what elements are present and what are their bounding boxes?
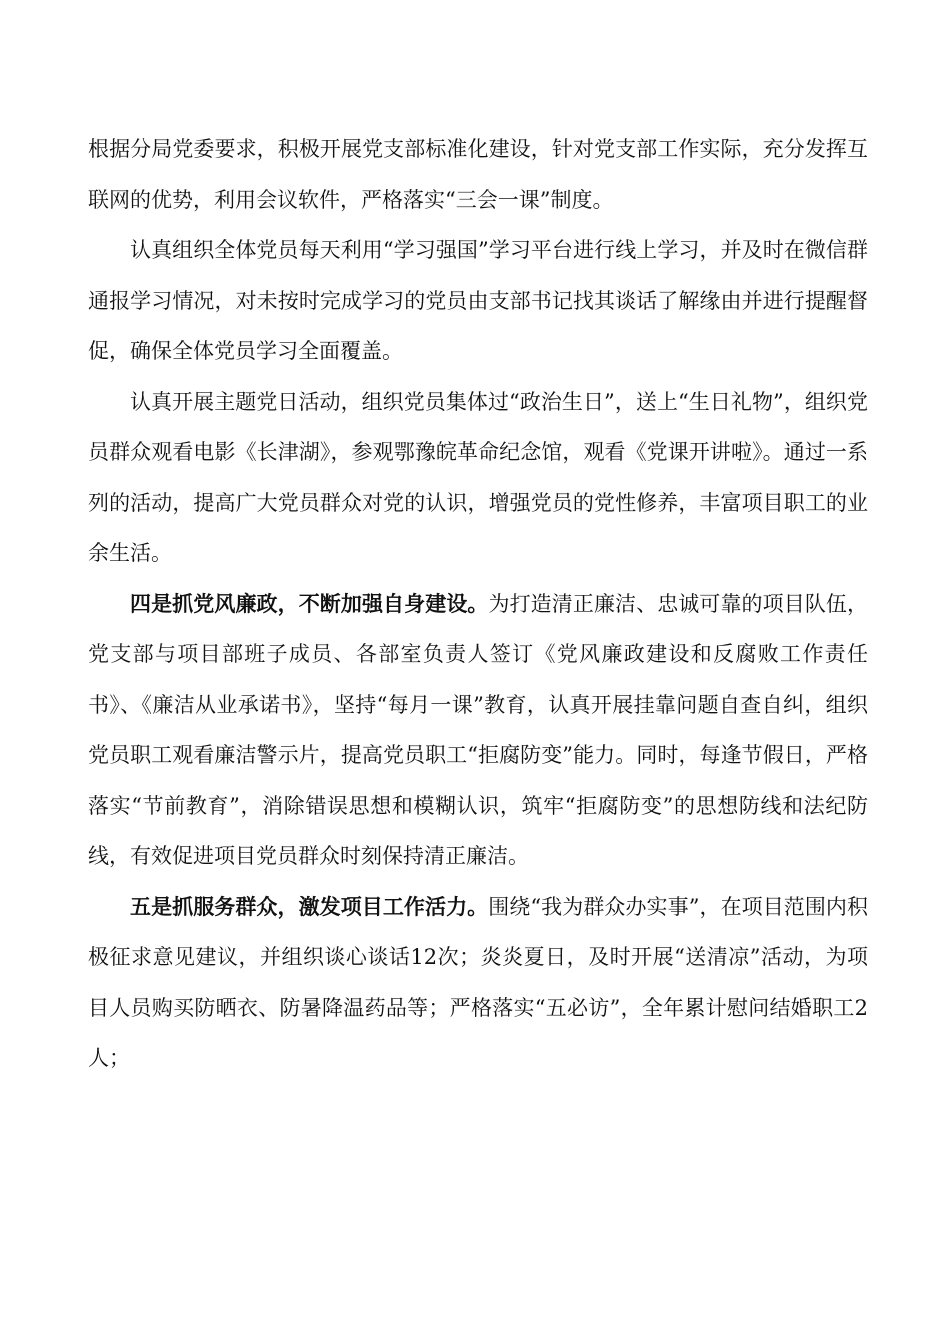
paragraph-lead-heading: 四是抓党风廉政，不断加强自身建设。 [130, 590, 489, 616]
paragraph-study-platform [88, 225, 868, 377]
paragraph-text: 根据分局党委要求，积极开展党支部标准化建设，针对党支部工作实际，充分发挥互联网的优势，利用会议软件，严格落实“三会一课”制度。 [88, 137, 868, 212]
paragraph-integrity [88, 579, 868, 882]
paragraph-text: 围绕“我为群众办实事”，在项目范围内积极征求意见建议，并组织谈心谈话12次；炎炎夏日，及时开展“送清凉”活动，为项目人员购买防晒衣、防暑降温药品等；严格落实“五必访”，全年累计慰问结婚职工2人； [88, 894, 868, 1070]
paragraph-party-day [88, 377, 868, 579]
paragraph-lead-heading: 五是抓服务群众，激发项目工作活力。 [130, 893, 489, 919]
paragraph-text: 认真开展主题党日活动，组织党员集体过“政治生日”，送上“生日礼物”，组织党员群众观看电影《长津湖》，参观鄂豫皖革命纪念馆，观看《党课开讲啦》。通过一系列的活动，提高广大党员群众对党的认识，增强党员的党性修养，丰富项目职工的业余生活。 [88, 389, 868, 565]
paragraph-text: 认真组织全体党员每天利用“学习强国”学习平台进行线上学习，并及时在微信群通报学习情况，对未按时完成学习的党员由支部书记找其谈话了解缘由并进行提醒督促，确保全体党员学习全面覆盖。 [88, 238, 868, 363]
paragraph-continuation [88, 124, 868, 225]
paragraph-text: 为打造清正廉洁、忠诚可靠的项目队伍，党支部与项目部班子成员、各部室负责人签订《党风廉政建设和反腐败工作责任书》、《廉洁从业承诺书》，坚持“每月一课”教育，认真开展挂靠问题自查自纠，组织党员职工观看廉洁警示片，提高党员职工“拒腐防变”能力。同时，每逢节假日，严格落实“节前教育”，消除错误思想和模糊认识，筑牢“拒腐防变”的思想防线和法纪防线，有效促进项目党员群众时刻保持清正廉洁。 [88, 591, 868, 868]
paragraph-serve-masses [88, 882, 868, 1084]
document-body [88, 124, 868, 1084]
